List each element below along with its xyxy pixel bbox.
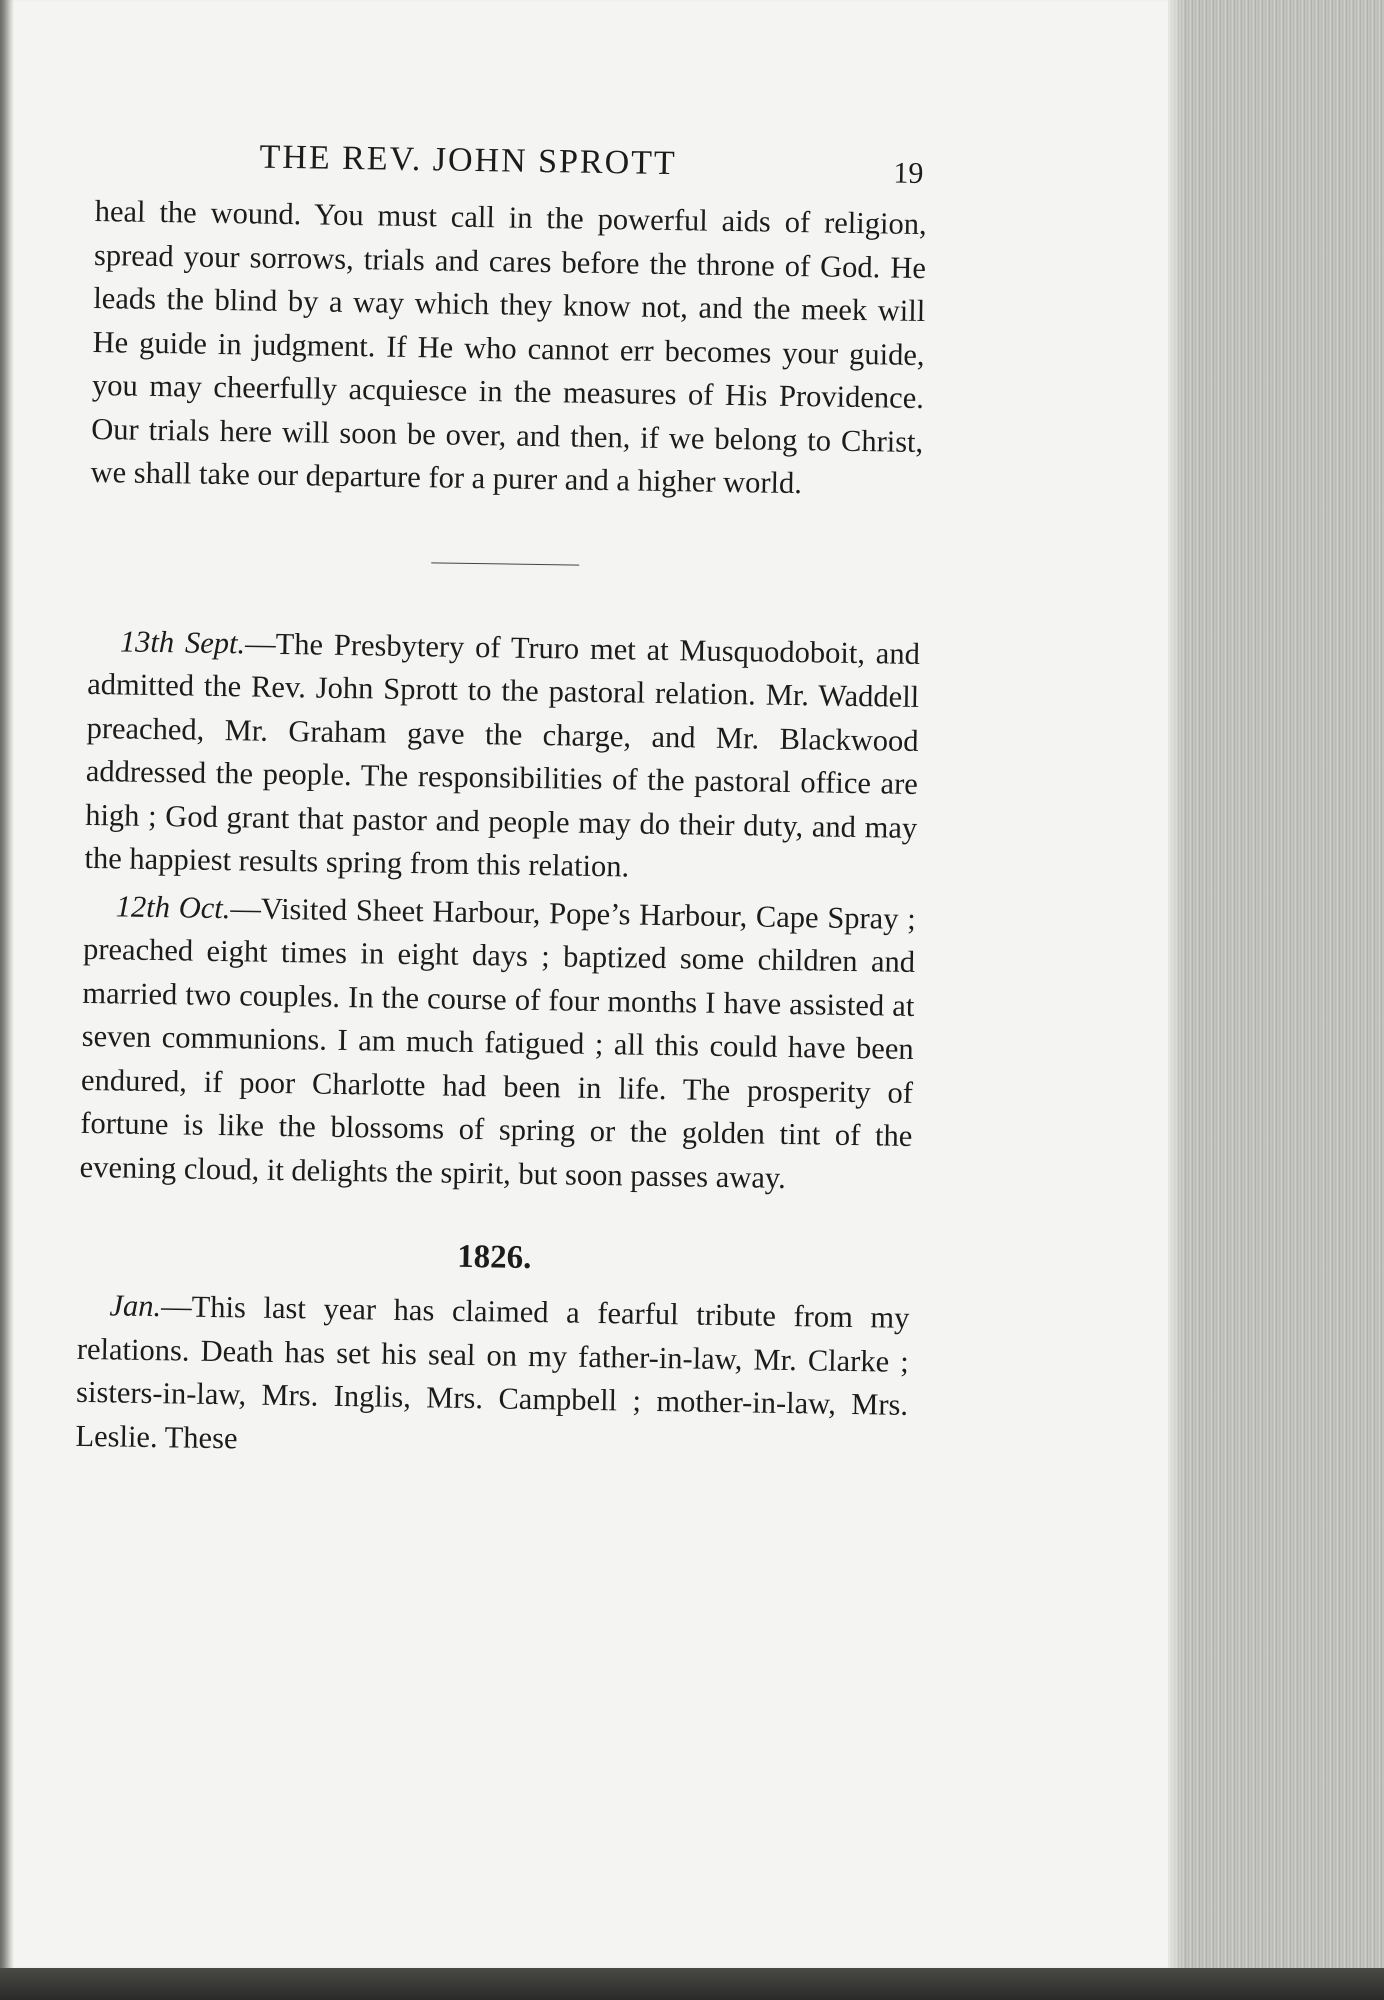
entry-paragraph	[79, 884, 916, 1202]
entry-date: Jan.	[109, 1288, 162, 1324]
entry-text: —This last year has claimed a fearful tribute from my relations. Death has set his seal on my father-in-law, Mr. Clarke ; sisters-in-law, Mrs. Inglis, Mrs. Campbell ; mother-in-law, Mrs. Leslie. These	[75, 1289, 910, 1455]
opening-paragraph: heal the wound. You must call in the powerful aids of religion, spread your sorrows, trials and cares before the throne of God. He leads the blind by a way which they know not, and the meek will He guide in judgment. If He who cannot err becomes your guide, you may cheerfully acquiesce in the measures of His Providence. Our trials here will soon be over, and then, if we belong to Christ, we shall take our departure for a purer and a higher world.	[90, 193, 927, 501]
entry-text: —Visited Sheet Harbour, Pope’s Harbour, Cape Spray ; preached eight times in eight days ; baptized some children and married two couples. In the course of four months I have assisted at seven communions. I am much fatigued ; all this could have been endured, if poor Charlotte had been in life. The prosperity of fortune is like the blossoms of spring or the golden tint of the evening cloud, it delights the spirit, but soon passes away.	[79, 890, 916, 1195]
section-divider-rule	[431, 562, 579, 565]
scan-bottom-band	[0, 1968, 1384, 2000]
entry-date: 13th Sept.	[119, 623, 246, 660]
year-heading: 1826.	[456, 1238, 532, 1276]
page-block-edge	[1168, 0, 1384, 1968]
entry-paragraph	[84, 619, 920, 893]
page-number: 19	[893, 156, 924, 190]
binding-shadow	[0, 0, 14, 1968]
entry-date: 12th Oct.	[115, 888, 231, 925]
entry-paragraph	[75, 1284, 910, 1471]
running-title: THE REV. JOHN SPROTT	[259, 138, 678, 183]
page-text-block	[75, 130, 928, 1471]
entry-text: —The Presbytery of Truro met at Musquodoboit, and admitted the Rev. John Sprott to the pastoral relation. Mr. Waddell preached, Mr. Graham gave the charge, and Mr. Blackwood addressed the people. The responsibilities of the pastoral office are high ; God grant that pastor and people may do their duty, and may the happiest results spring from this relation.	[84, 625, 921, 884]
